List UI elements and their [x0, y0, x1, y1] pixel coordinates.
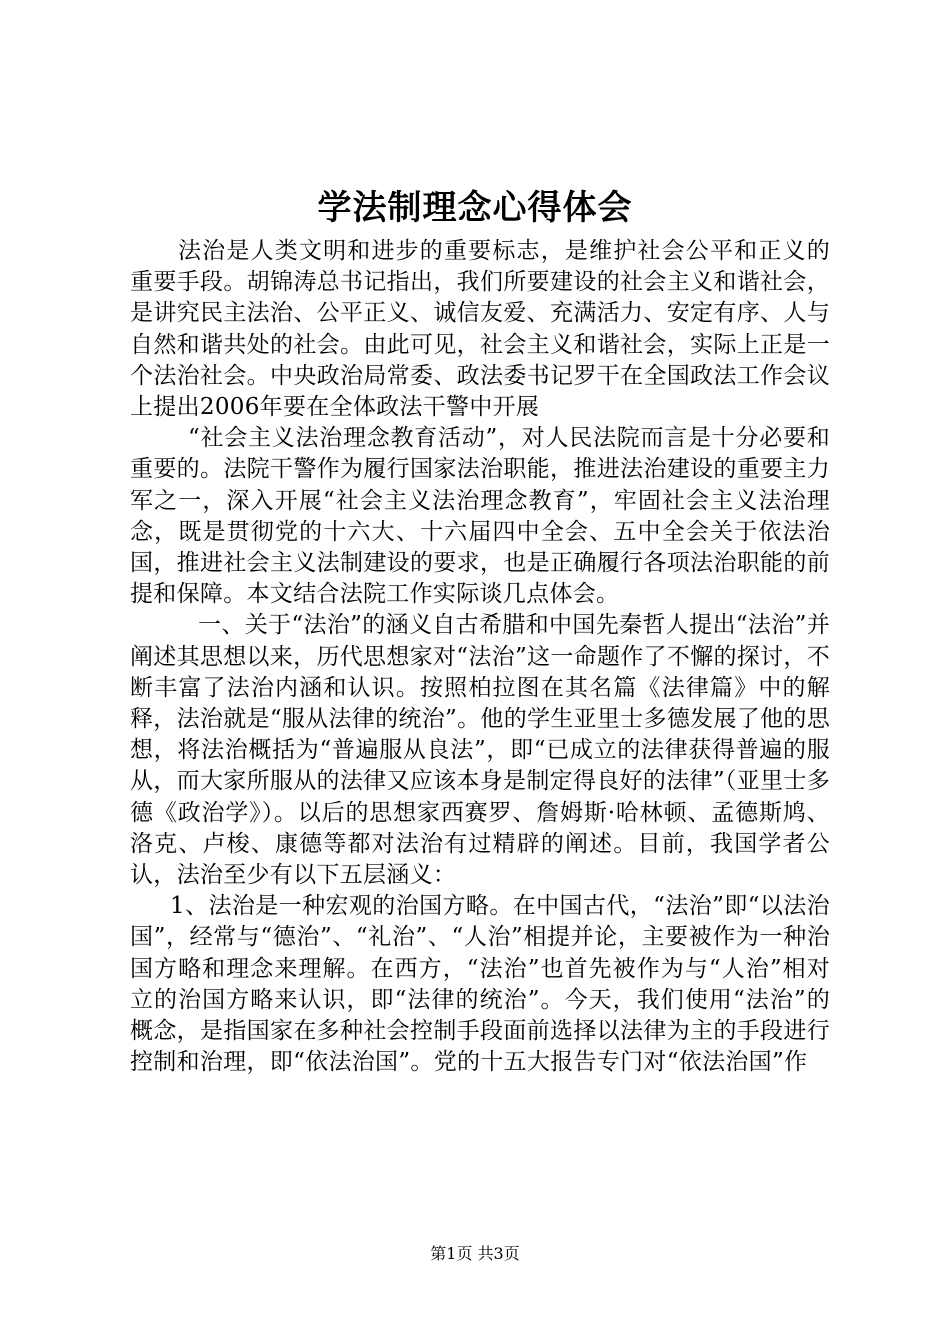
document-body — [130, 236, 830, 1078]
paragraph-governance-strategy: 1、法治是一种宏观的治国方略。在中国古代，“法治”即“以法治国”，经常与“德治”、“礼治”、“人治”相提并论，主要被作为一种治国方略和理念来理解。在西方，“法治”也首先被作为与“人治”相对立的治国方略来认识，即“法律的统治”。今天，我们使用“法治”的概念，是指国家在多种社会控制手段面前选择以法律为主的手段进行控制和治理，即“依法治国”。党的十五大报告专门对“依法治国”作 — [130, 893, 830, 1076]
paragraph-intro: 法治是人类文明和进步的重要标志，是维护社会公平和正义的重要手段。胡锦涛总书记指出，我们所要建设的社会主义和谐社会，是讲究民主法治、公平正义、诚信友爱、充满活力、安定有序、人与自然和谐共处的社会。由此可见，社会主义和谐社会，实际上正是一个法治社会。中央政治局常委、政法委书记罗干在全国政法工作会议上提出2006年要在全体政法干警中开展 — [130, 238, 830, 421]
paragraph-rule-of-law-meaning: 一、关于“法治”的涵义自古希腊和中国先秦哲人提出“法治”并阐述其思想以来，历代思想家对“法治”这一命题作了不懈的探讨，不断丰富了法治内涵和认识。按照柏拉图在其名篇《法律篇》中的解释，法治就是“服从法律的统治”。他的学生亚里士多德发展了他的思想，将法治概括为“普遍服从良法”，即“已成立的法律获得普遍的服从，而大家所服从的法律又应该本身是制定得良好的法律”（亚里士多德《政治学》）。以后的思想家西赛罗、詹姆斯·哈林顿、孟德斯鸠、洛克、卢梭、康德等都对法治有过精辟的阐述。目前，我国学者公认，法治至少有以下五层涵义： — [130, 612, 830, 889]
page-number-footer: 第1页 共3页 — [430, 1244, 520, 1263]
document-title: 学法制理念心得体会 — [317, 188, 633, 228]
paragraph-education-activity: “社会主义法治理念教育活动”，对人民法院而言是十分必要和重要的。法院干警作为履行国家法治职能，推进法治建设的重要主力军之一，深入开展“社会主义法治理念教育”，牢固社会主义法治理念，既是贯彻党的十六大、十六届四中全会、五中全会关于依法治国，推进社会主义法制建设的要求，也是正确履行各项法治职能的前提和保障。本文结合法院工作实际谈几点体会。 — [130, 425, 830, 608]
